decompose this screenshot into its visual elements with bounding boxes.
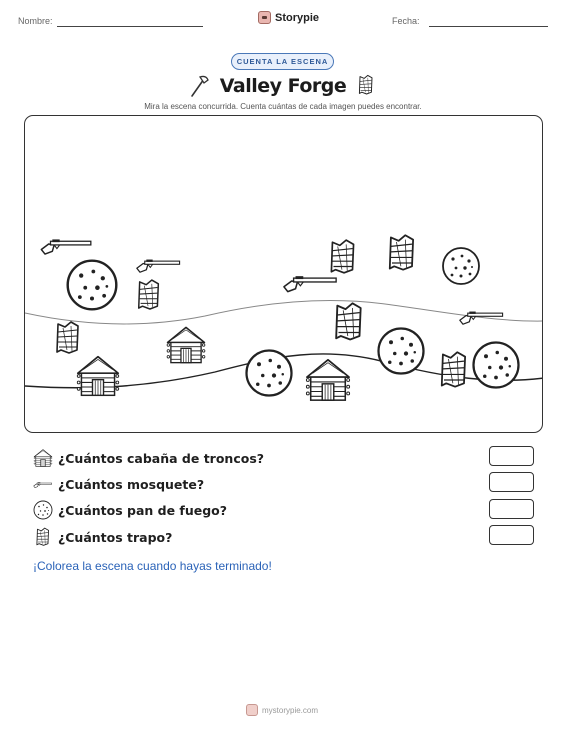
storypie-logo-icon [246, 704, 258, 716]
log-cabin-icon [33, 448, 53, 468]
question-text: ¿Cuántos mosquete? [58, 476, 205, 492]
rag-icon [442, 352, 465, 386]
answer-box-rag[interactable] [489, 525, 534, 545]
scene-drawing [25, 116, 543, 433]
log-cabin-icon [306, 360, 349, 400]
activity-badge: CUENTA LA ESCENA [231, 53, 334, 70]
question-cabin [33, 448, 264, 468]
rag-icon [390, 235, 413, 269]
answer-box-cabin[interactable] [489, 446, 534, 466]
storypie-logo-icon [258, 11, 271, 24]
title-row [0, 72, 566, 100]
rag-icon [139, 280, 159, 309]
rag-icon [57, 322, 78, 353]
answer-box-musket[interactable] [489, 472, 534, 492]
rag-icon [336, 303, 361, 339]
name-line[interactable] [57, 26, 203, 27]
worksheet-header [18, 10, 548, 32]
axe-icon [186, 74, 210, 98]
date-label: Fecha: [392, 16, 420, 26]
brand-name: Storypie [275, 11, 320, 24]
musket-icon [41, 239, 90, 254]
firecake-icon [379, 329, 424, 374]
firecake-icon [474, 343, 519, 388]
firecake-icon [68, 261, 117, 310]
firecake-icon [33, 500, 53, 520]
footer-brand [246, 704, 318, 716]
rag-icon [331, 240, 353, 273]
rag-icon [33, 527, 53, 547]
name-label: Nombre: [18, 16, 53, 26]
question-rag [33, 527, 172, 547]
question-text: ¿Cuántos pan de fuego? [58, 502, 228, 518]
question-musket [33, 474, 204, 494]
storypie-logo [258, 11, 319, 24]
musket-icon [137, 260, 180, 273]
rag-icon [357, 74, 375, 96]
footer-url: mystorypie.com [262, 705, 319, 715]
log-cabin-icon [77, 357, 118, 396]
instructions: Mira la escena concurrida. Cuenta cuántas de cada imagen puedes encontrar. [144, 102, 422, 111]
firecake-icon [443, 248, 479, 284]
question-text: ¿Cuántos trapo? [58, 529, 173, 545]
musket-icon [33, 474, 53, 494]
date-line[interactable] [429, 26, 548, 27]
question-firecake [33, 500, 227, 520]
coloring-instruction: ¡Colorea la escena cuando hayas terminado! [33, 559, 272, 573]
page-title: Valley Forge [219, 75, 347, 97]
answer-box-firecake[interactable] [489, 499, 534, 519]
log-cabin-icon [167, 327, 205, 362]
question-text: ¿Cuántos cabaña de troncos? [58, 450, 265, 466]
musket-icon [284, 276, 336, 291]
scene-illustration[interactable] [24, 115, 543, 433]
firecake-icon [247, 351, 292, 396]
